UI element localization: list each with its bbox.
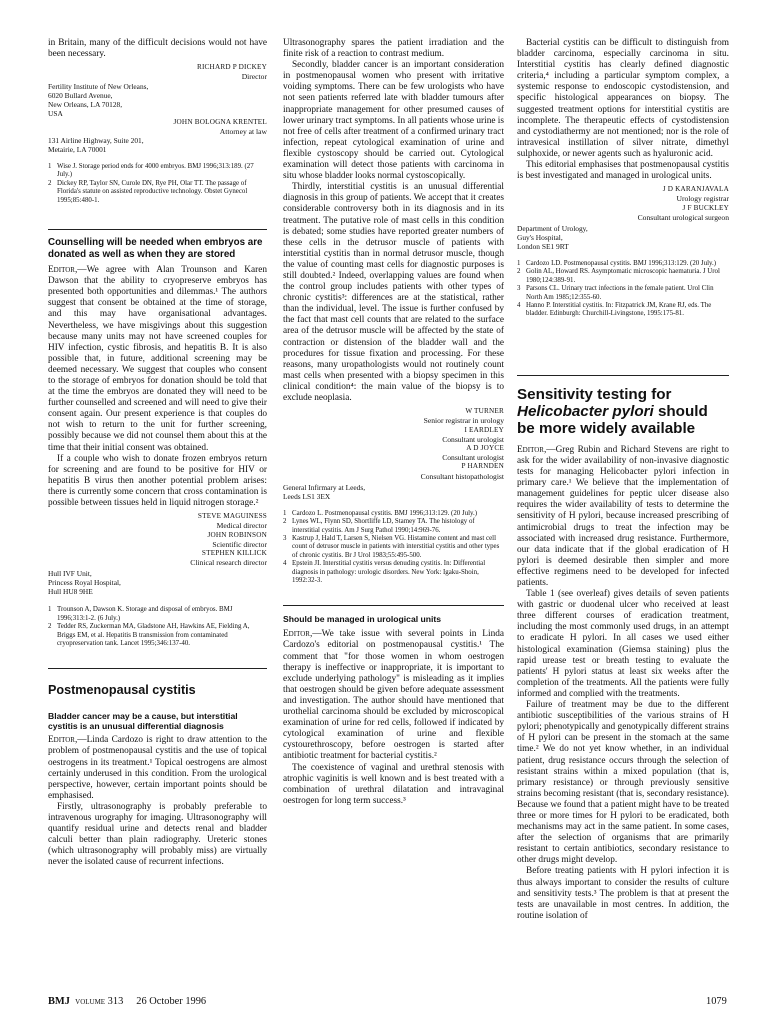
reference-item: 2 Tedder RS, Zuckerman MA, Gladstone AH, Hawkins AE, Fielding A, Briggs EM, et al. Hepatitis B transmission from contaminated cryopreservation tank. Lancet 1995;346:137-40. xyxy=(48,623,250,647)
section-divider xyxy=(48,229,267,230)
body-paragraph: Firstly, ultrasonography is probably preferable to intravenous urography for imaging. Ultrasonography will quantify residual urine and detects renal and bladder calculi better than plain radiography. Ureteric stones (which ultrasonography will probably miss) are virtually never the isolated cause of recurrent infections. xyxy=(48,801,267,868)
section-divider xyxy=(517,375,729,376)
signature-role: Consultant urologist xyxy=(442,434,504,444)
reference-item: 1 Wise J. Storage period ends for 4000 embryos. BMJ 1996;313:189. (27 July.) xyxy=(48,163,254,179)
address-line: Fertility Institute of New Orleans, xyxy=(48,81,149,91)
body-paragraph: Editor,—We take issue with several points in Linda Cardozo's editorial on postmenopausal cystitis.¹ The comment that "for those women in whom oestrogen therapy is ineffective or inappropriate, it is important to exclude underlying pathology" is misleading as it implies that oestrogen should be given before adequate assessment and investigation. The author should have mentioned that urothelial carcinoma should be excluded by microscopical examination of urine for red cells, followed if indicated by cytological examination of urine and flexible cystourethroscopy, before oestrogen is started after antibiotic treatment for bacterial cystitis.² xyxy=(283,629,504,762)
signature-block xyxy=(283,407,504,481)
body-paragraph: The coexistence of vaginal and urethral stenosis with atrophic vaginitis is well known and is best treated with a combination of urethral dilatation and intravaginal oestrogen for long term success.³ xyxy=(283,762,504,806)
address-block xyxy=(48,569,267,596)
section-title: Sensitivity testing for Helicobacter pylori should be more widely available xyxy=(517,385,708,437)
reference-item: 1 Trounson A, Dawson K. Storage and disposal of embryos. BMJ 1996;313:1-2. (6 July.) xyxy=(48,606,233,622)
body-paragraph: Bacterial cystitis can be difficult to distinguish from bladder carcinoma, especially carcinoma in situ. Interstitial cystitis has clearly defined diagnostic criteria,⁴ including a particular symptom complex, a systemic response to endoscopic cystodistension, and specific histological appearances on biopsy. The suggested treatment options for interstitial cystitis are incomplete. The therapeutic effects of cystodistension and cystodiathermy are not mentioned; nor is the role of intravesical instillation of silver nitrate, dimethyl sulphoxide, or newer agents such as hyaluronic acid. xyxy=(517,38,729,159)
reference-item: 1 Cardozo LD. Postmenopausal cystitis. BMJ 1996;313:129. (20 July.) xyxy=(517,260,716,268)
body-paragraph: Editor,—We agree with Alan Trounson and Karen Dawson that the ability to cryopreserve embryos has presented both opportunities and dilemmas.¹ The authors suggest that consent be obtained at the time of storage, and this may have organisational advantages. Nevertheless, we have misgivings about this suggestion because many units may not have screened couples for HIV infection, cystic fibrosis, and hepatitis B. It is also possible that, in future, additional screening may be deemed necessary. We suggest that couples who consent to the storage of embryos for donation should be told that at the time the embryos are donated they will need to be further counselled and screened and will need to give their consent again. Our present experience is that couples do not wish to return to the unit for further screening, possibly because we did not counsel them about this at the time that their initial consent was obtained. xyxy=(48,265,267,453)
volume-label: volume 313 xyxy=(75,996,124,1007)
reference-list xyxy=(283,510,504,586)
page-number: 1079 xyxy=(706,996,727,1007)
column-right xyxy=(517,38,729,922)
reference-item: 4 Epstein JI. Interstitial cystitis versus denuding cystitis. In: Differential diagnosis in pathology: urologic disorders. New York: Igaku-Shoin, 1992:32-3. xyxy=(283,560,486,584)
reference-item: 4 Hanno P. Interstitial cystitis. In: Fitzpatrick JM, Krane RJ, eds. The bladder. Edinburgh: Churchill-Livingstone, 1995:175-81. xyxy=(517,302,712,318)
address-block xyxy=(283,483,504,501)
reference-item: 3 Kastrup J, Hald T, Larsen S, Nielsen VG. Histamine content and mast cell count of detrusor muscle in patients with interstitial cystitis and other types of chronic cystitis. Br J Urol 1983;55:495-500. xyxy=(283,534,500,559)
signature-name: P HARNDEN xyxy=(461,462,504,471)
address-line: Princess Royal Hospital, xyxy=(48,578,121,588)
address-line: Leeds LS1 3EX xyxy=(283,491,331,501)
body-paragraph: Table 1 (see overleaf) gives details of seven patients with gastric or duodenal ulcer who received at least three different courses of eradication treatment, including the most commonly used drugs, in an attempt to eradicate H pylori. In all cases we used either histological examination (Giemsa staining) plus the rapid urease test or breath testing to evaluate the patients' H pylori status at least six weeks after the completion of the treatments. All the patients were fully informed and complied with the treatments. xyxy=(517,589,729,699)
body-paragraph: Editor,—Linda Cardozo is right to draw attention to the problem of postmenopausal cystitis and the use of topical oestrogens in its treatment.¹ Topical oestrogens are almost certainly underused in this condition. From the urological perspective, however, certain important points should be emphasised. xyxy=(48,735,267,801)
address-line: Metairie, LA 70001 xyxy=(48,145,107,154)
reference-item: 3 Parsons CL. Urinary tract infections in the female patient. Urol Clin North Am 1985;12:355-60. xyxy=(517,285,714,301)
issue-date: 26 October 1996 xyxy=(136,996,207,1007)
body-paragraph: If a couple who wish to donate frozen embryos return for screening and are found to be positive for HIV or hepatitis B virus then another potential problem arises: there is currently some concern that cross contamination is possible between tissues held in liquid nitrogen storage.² xyxy=(48,453,267,508)
body-paragraph: Ultrasonography spares the patient irradiation and the finite risk of a reaction to contrast medium. xyxy=(283,38,504,60)
address-line: Guy's Hospital, xyxy=(517,233,563,243)
signature-name: JOHN BOLOGNA KRENTEL xyxy=(173,117,267,126)
signature-role: Director xyxy=(241,72,267,82)
journal-name: BMJ xyxy=(48,996,70,1007)
column-left xyxy=(48,38,267,868)
column-middle xyxy=(283,38,504,807)
signature-role: Urology registrar xyxy=(676,194,729,204)
section-divider xyxy=(283,605,504,606)
address-line: Department of Urology, xyxy=(517,224,588,234)
signature-role: Senior registrar in urology xyxy=(423,416,504,426)
body-paragraph: Secondly, bladder cancer is an important consideration in postmenopausal women who present with irritative voiding symptoms. There can be few urologists who have not seen patients referred late with bladder tumours after inappropriate management for other presumed causes of lower urinary tract symptoms. In all patients whose urine is not free of cells after treatment of a confirmed urinary tract infection, repeat cytological examination of urine and flexible cystoscopy should be carried out. Cytological examination will detect those patients with carcinoma in situ whose bladder looks normal cystoscopically. xyxy=(283,60,505,182)
signature-name: J F BUCKLEY xyxy=(682,203,729,212)
signature-role: Consultant urological surgeon xyxy=(637,212,729,222)
address-line: Hull IVF Unit, xyxy=(48,569,92,579)
address-line: London SE1 9RT xyxy=(517,242,569,252)
signature-role: Attorney at law xyxy=(219,126,267,136)
signature-name: I EARDLEY xyxy=(464,425,504,434)
address-block xyxy=(517,224,729,251)
address-line: General Infirmary at Leeds, xyxy=(283,482,366,492)
signature-name: JOHN ROBINSON xyxy=(207,530,267,539)
reference-list xyxy=(517,260,729,319)
address-line: USA xyxy=(48,108,63,118)
reference-item: 2 Golin AL, Howard RS. Asymptomatic microscopic haematuria. J Urol 1980;124:389-91. xyxy=(517,268,720,284)
signature-role: Clinical research director xyxy=(190,558,267,568)
address-line: Hull HU8 9HE xyxy=(48,587,93,597)
address-block xyxy=(48,82,267,118)
intro-paragraph: in Britain, many of the difficult decisions would not have been necessary. xyxy=(48,38,267,60)
signature-block xyxy=(48,118,267,136)
address-block xyxy=(48,136,267,154)
body-paragraph: Thirdly, interstitial cystitis is an unusual differential diagnosis in this group of patients. We accept that it creates considerable controversy both in its diagnosis and in its treatment. The putative role of mast cells in this condition is debated; some studies have reported greater numbers of these cells in the detrusor muscle of patients with interstitial cystitis than in normal detrusor muscle, though the value of counting mast cells for diagnostic purposes is still doubted.² Indeed, overlapping values are found when the control group includes patients with other types of chronic cystitis³: differences are at the statistical, rather than the individual, level. The issue is further confused by the fact that mast cell counts that are related to the surface area of the detrusor muscle will be affected by the state of contraction or distension of the bladder wall and the procedures for tissue fixation and processing. For these reasons, many uropathologists would not routinely count mast cells when presented with a biopsy specimen in this clinical condition⁴: the main value of the biopsy is to exclude neoplasia. xyxy=(283,182,504,403)
section-title: Postmenopausal cystitis xyxy=(48,683,196,698)
signature-block xyxy=(517,185,729,222)
letter-title: Should be managed in urological units xyxy=(283,614,442,625)
page-footer-left xyxy=(48,996,206,1008)
signature-name: W TURNER xyxy=(465,407,504,416)
reference-list xyxy=(48,163,267,205)
address-line: New Orleans, LA 70128, xyxy=(48,99,123,109)
signature-role: Consultant histopathologist xyxy=(420,471,504,481)
section-divider xyxy=(48,668,267,669)
signature-name: STEPHEN KILLICK xyxy=(201,548,267,557)
signature-name: J D KARANJAVALA xyxy=(662,185,729,194)
body-paragraph: Editor,—Greg Rubin and Richard Stevens are right to ask for the wider availability of non-invasive diagnostic tests for managing Helicobacter pylori infection in primary care.¹ We believe that the implementation of management guidelines for peptic ulcer disease also requires the wider availability of tests to determine the sensitivity of H pylori, because increased prescribing of antimicrobial drugs to treat the infection may be associated with increased drug resistance. Furthermore, our data indicate that if the global eradication of H pylori is deemed desirable then simpler and more effective regimens need to be developed for infected patients. xyxy=(517,444,729,588)
signature-role: Scientific director xyxy=(212,539,267,549)
body-paragraph: Failure of treatment may be due to the different antibiotic susceptibilities of the various strains of H pylori; phenotypically and genotypically different strains of H pylori can be present in the stomach at the same time.² We do not yet know whether, in an individual patient, drug resistance occurs through the selection of resistant strains within a mixed population (that is, primary resistance) or through previously sensitive strains becoming resistant (that is, secondary resistance). Because we found that a patient might have to be treated three or more times for H pylori to be eradicated, both mechanisms may act in the same patient. In some cases, after the selection of organisms that are primarily resistant to certain antibiotics, secondary resistance to other drugs might develop. xyxy=(517,700,729,866)
body-paragraph: This editorial emphasises that postmenopausal cystitis is best investigated and managed in urological units. xyxy=(517,160,729,182)
address-line: 6020 Bullard Avenue, xyxy=(48,90,113,100)
signature-name: RICHARD P DICKEY xyxy=(196,63,267,72)
letter-title: Counselling will be needed when embryos are donated as well as when they are stored xyxy=(48,237,263,260)
letter-title: Bladder cancer may be a cause, but interstitial cystitis is an unusual differential diagnosis xyxy=(48,711,238,732)
signature-block xyxy=(48,512,267,567)
signature-role: Consultant urologist xyxy=(442,453,504,463)
reference-item: 1 Cardozo L. Postmenopausal cystitis. BMJ 1996;313:129. (20 July.) xyxy=(283,509,478,517)
reference-item: 2 Lynes WL, Flynn SD, Shortliffe LD, Stamey TA. The histology of interstitial cystitis. Am J Surg Pathol 1990;14:969-76. xyxy=(283,518,475,534)
signature-name: A D JOYCE xyxy=(466,443,504,452)
signature-role: Medical director xyxy=(216,521,267,531)
reference-item: 2 Dickey RP, Taylor SN, Curole DN, Rye PH, Olar TT. The passage of Florida's statute on assisted reproductive technology. Obstet Gynecol 1995;85:480-1. xyxy=(48,179,248,204)
body-paragraph: Before treating patients with H pylori infection it is thus always important to consider the results of culture and sensitivity tests.³ The problem is that at present the tests are unavailable in most centres. In addition, the routine isolation of xyxy=(517,866,729,921)
signature-block xyxy=(48,63,267,81)
signature-name: STEVE MAGUINESS xyxy=(197,512,267,521)
reference-list xyxy=(48,606,267,648)
address-line: 131 Airline Highway, Suite 201, xyxy=(48,136,144,145)
